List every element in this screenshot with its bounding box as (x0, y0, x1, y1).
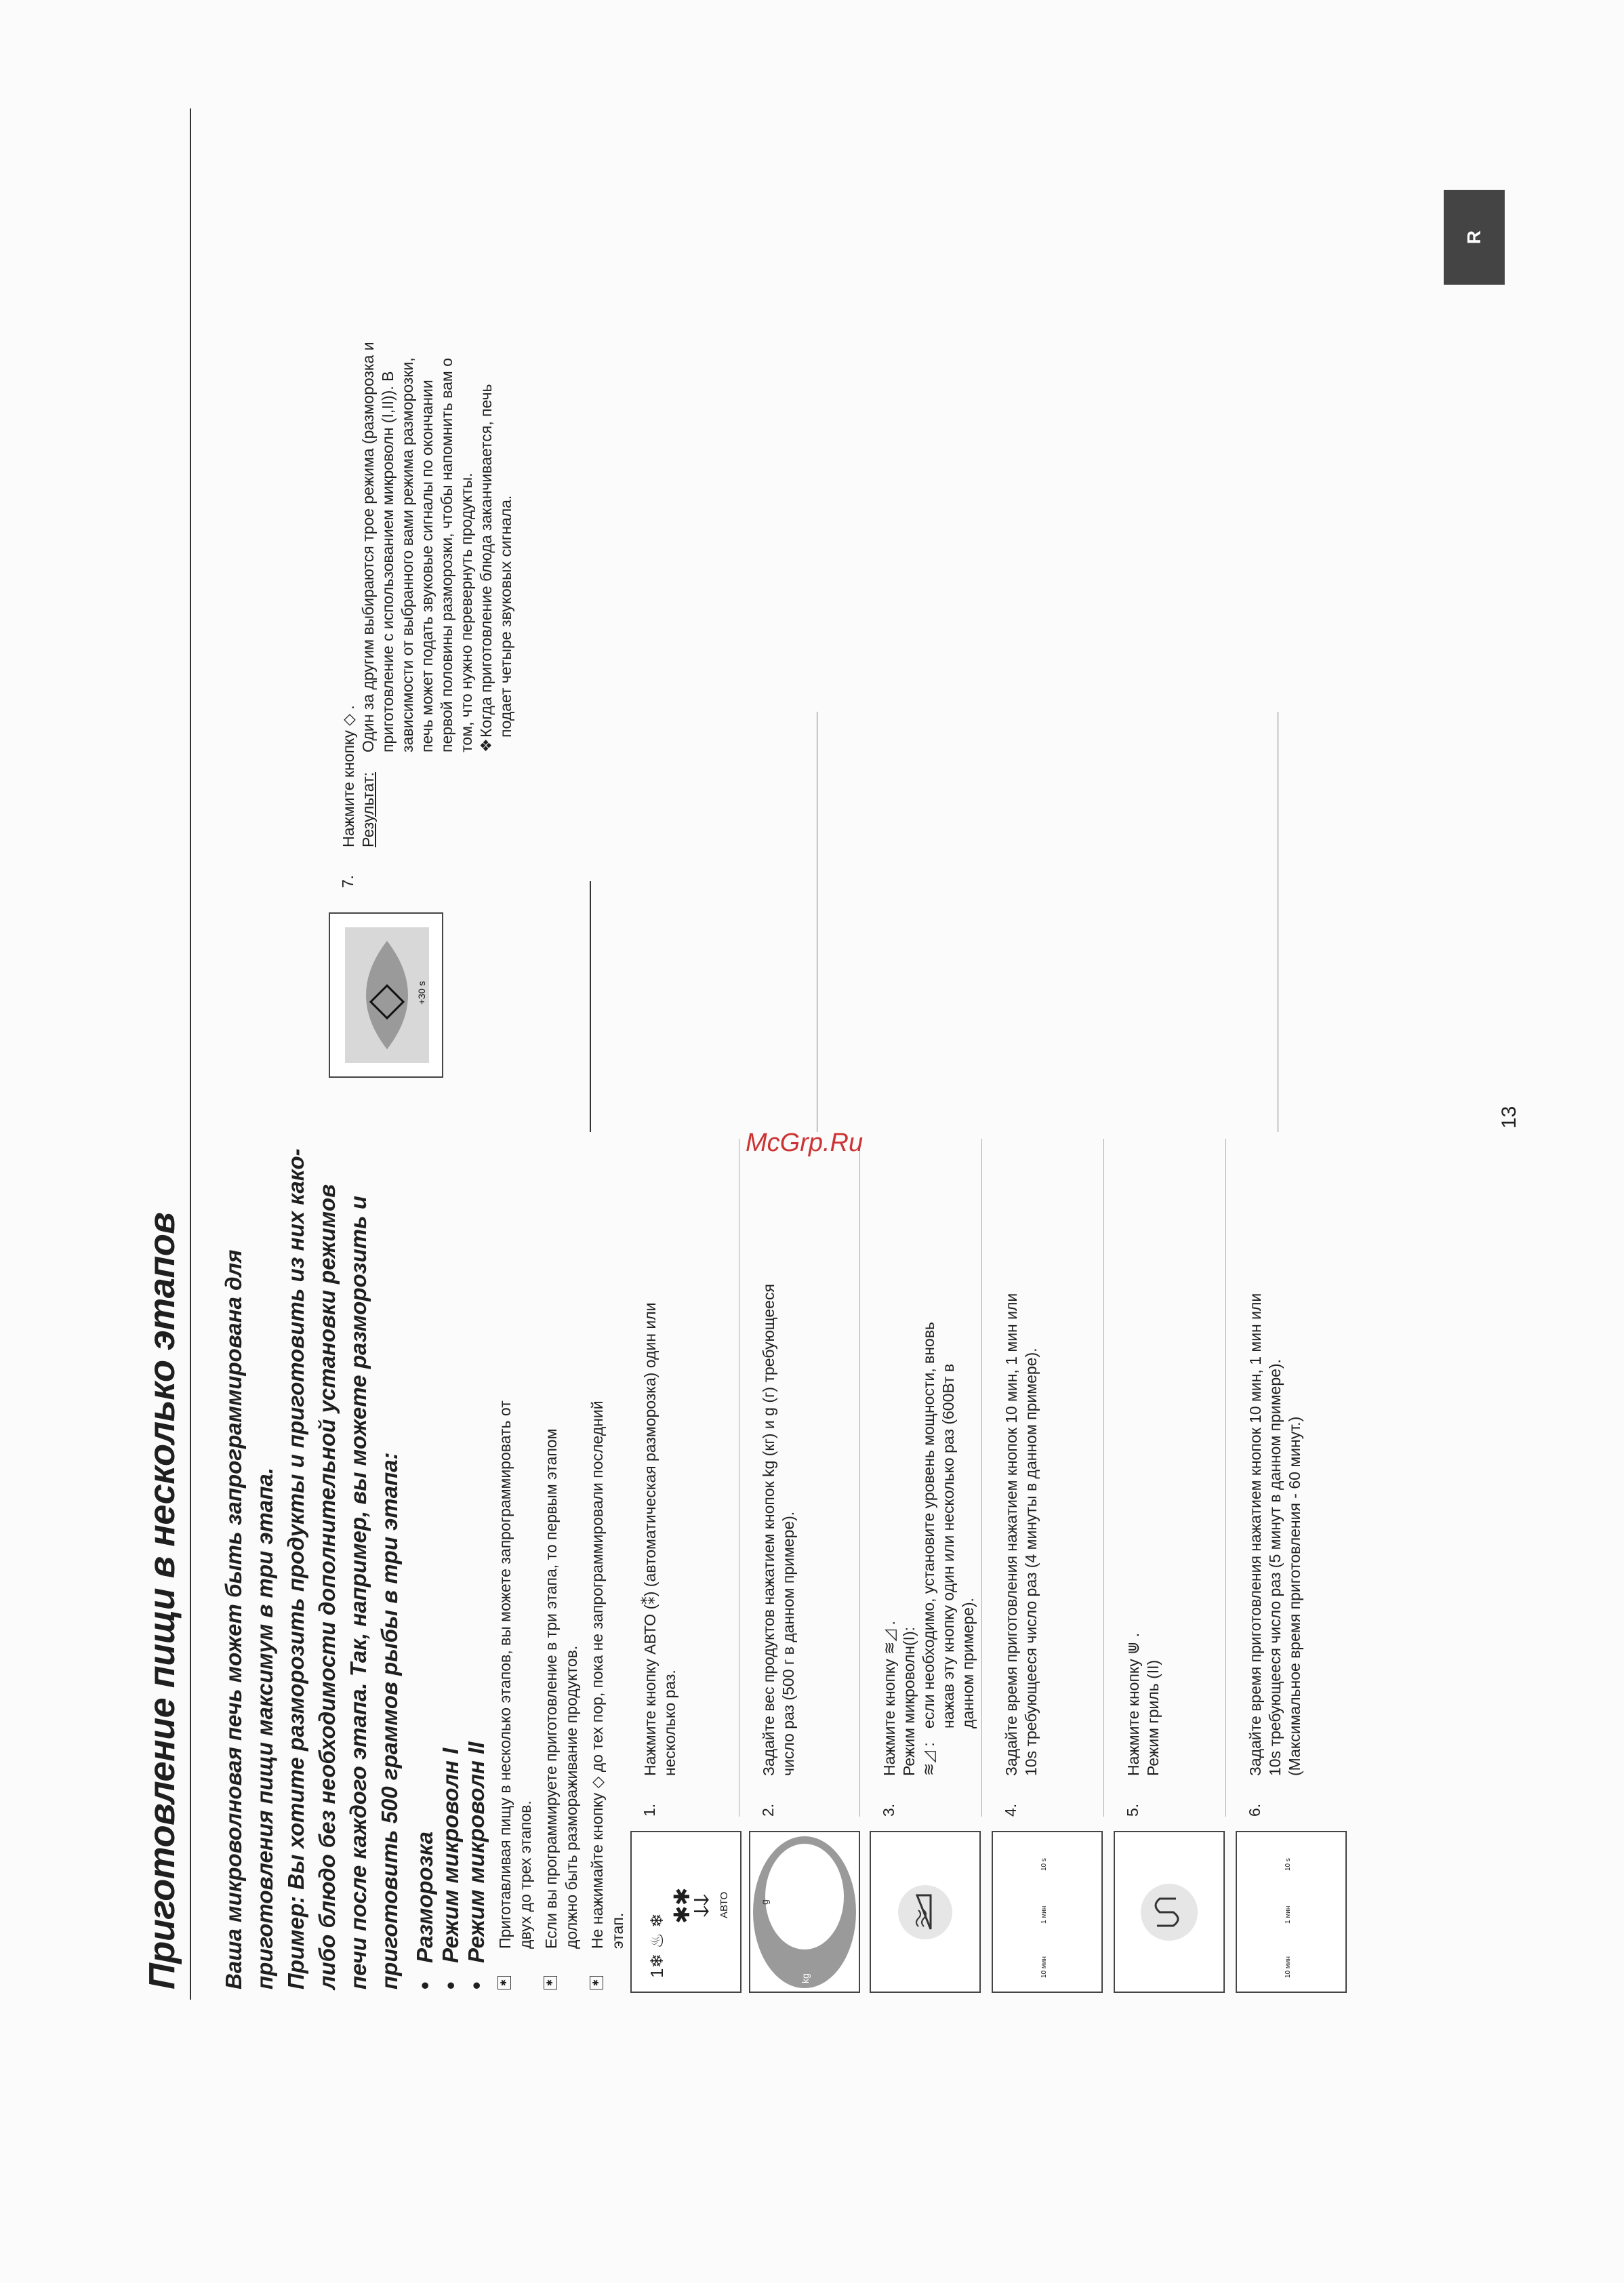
btn-10min: 10 мин (1284, 1956, 1292, 1978)
separator (859, 1139, 860, 1817)
rotated-manual-page (115, 34, 1593, 2040)
step-number: 3. (880, 1803, 897, 1817)
separator (981, 1139, 982, 1817)
result-text: Один за другим выбираются трое режима (разморозка и приготовление с использованием микроволн (I,II)). В зависимости от выбранного вами режима разморозки, печь может подать звуковые сигналы по окончании первой половины разморозки, чтобы напомнить вам о том, что нужно перевернуть продукты. (359, 342, 475, 752)
intro-line: либо блюдо без необходимости дополнительной установки режимов (314, 1184, 340, 1989)
time-buttons-panel (992, 1831, 1103, 1993)
step-number: 7. (339, 874, 357, 888)
auto-label: АВТО (718, 1891, 730, 1918)
mode-item: • Разморозка (412, 1831, 437, 1989)
btn-10min: 10 мин (1040, 1956, 1048, 1978)
weight-dial-panel (749, 1831, 860, 1993)
diamond-bullet-icon: ❖ (477, 738, 495, 752)
btn-10s: 10 s (1284, 1858, 1292, 1871)
title-rule (190, 108, 191, 2000)
intro-line: Пример: Вы хотите разморозить продукты и приготовить из них како- (283, 1148, 308, 1989)
start-label: +30 s (416, 981, 427, 1005)
intro-line: печи после каждого этапа. Так, например, вы можете разморозить и (346, 1196, 371, 1989)
kg-label: kg (800, 1973, 811, 1983)
step-text: Нажмите кнопку ◇ . Результат: Один за другим выбираются трое режима (разморозка и приготовление с использованием микроволн (I,II)). В зависимости от выбранного вами режима разморозки, печь может подать звуковые сигналы по окончании первой половины разморозки, чтобы напомнить вам о том, что нужно перевернуть продукты. ❖ Когда приготовление блюда заканчивается, печь подает четыре звуковых сигнала. (339, 237, 516, 847)
watermark: McGrp.Ru (746, 1129, 864, 1157)
note-icon: ✱ (544, 1976, 557, 1989)
snowflake-icon: ✱✱ ↆↆ (670, 1887, 713, 1924)
page-title: Приготовление пищи в несколько этапов (142, 1212, 182, 1989)
intro-line: приготовления пищи максимум в три этапа. (252, 1468, 277, 1989)
step-text: Нажмите кнопку ⋓ . Режим гриль (II) (1124, 1632, 1162, 1776)
grill-button-panel (1114, 1831, 1225, 1993)
auto-defrost-panel (630, 1831, 742, 1993)
weight-dial-icon (750, 1832, 859, 1992)
note-item: ✱ Если вы программируете приготовление в три этапа, то первым этапом должно быть размораживание продуктов. (541, 1135, 582, 1989)
grill-icon (1115, 1832, 1223, 1992)
intro-line: Ваша микроволновая печь может быть запрограммирована для (221, 1249, 246, 1989)
step-number: 6. (1246, 1803, 1263, 1817)
note-icon: ✱ (498, 1976, 511, 1989)
step-text: Задайте время приготовления нажатием кнопок 10 мин, 1 мин или 10s требующееся число раз (4 минуты в данном примере). (1002, 1293, 1040, 1776)
step-number: 5. (1124, 1803, 1141, 1817)
step-number: 4. (1002, 1803, 1019, 1817)
mode-item: • Режим микроволн I (438, 1747, 463, 1989)
start-button-panel (329, 912, 443, 1078)
microwave-button-panel (870, 1831, 981, 1993)
step-text: Нажмите кнопку ≋◿ . Режим микроволн(I): ≋◿ : если необходимо, установите уровень мощности, вновь нажав эту кнопку один или несколько раз (600Вт в данном примере). (880, 1322, 977, 1776)
intro-text (218, 1135, 405, 1989)
mode-item: • Режим микроволн II (464, 1741, 489, 1989)
note-item: ✱ Приготавливая пищу в несколько этапов, вы можете запрограммировать от двух до трех этапов. (495, 1135, 535, 1989)
btn-10s: 10 s (1040, 1858, 1048, 1871)
panel-icons: 1❄ ♨ ❄ (647, 1913, 667, 1978)
step-number: 1. (641, 1803, 658, 1817)
note-icon: ✱ (590, 1976, 603, 1989)
section-tab: R (1444, 190, 1505, 285)
separator (1225, 1139, 1226, 1817)
start-button-icon (330, 914, 442, 1076)
separator (1103, 1139, 1104, 1817)
result-label: Результат: (359, 772, 377, 847)
step-number: 2. (759, 1803, 777, 1817)
step-text: Нажмите кнопку АВТО (⁑) (автоматическая разморозка) один или несколько раз. (641, 1302, 678, 1776)
btn-1min: 1 мин (1040, 1905, 1048, 1924)
intro-line: приготовить 500 граммов рыбы в три этапа: (377, 1452, 402, 1989)
note-item: ✱ Не нажимайте кнопку ◇ до тех пор, пока не запрограммировали последний этап. (587, 1135, 628, 1989)
microwave-icon (871, 1832, 979, 1992)
mode-list (412, 1742, 489, 1989)
microwave-symbol: ≋◿ : (920, 1742, 937, 1776)
column-rule (590, 881, 591, 1132)
btn-1min: 1 мин (1284, 1905, 1292, 1924)
time-buttons-panel (1236, 1831, 1347, 1993)
step-text: Задайте вес продуктов нажатием кнопок kg (кг) и g (г) требующееся число раз (500 г в данном примере). (760, 1284, 797, 1776)
page-number: 13 (1498, 1106, 1520, 1129)
step-text: Задайте время приготовления нажатием кнопок 10 мин, 1 мин или 10s требующееся число раз (5 минут в данном примере). (Максимальное время приготовления - 60 минут.) (1246, 1293, 1303, 1776)
g-label: g (759, 1899, 770, 1905)
notes (495, 1135, 628, 1989)
